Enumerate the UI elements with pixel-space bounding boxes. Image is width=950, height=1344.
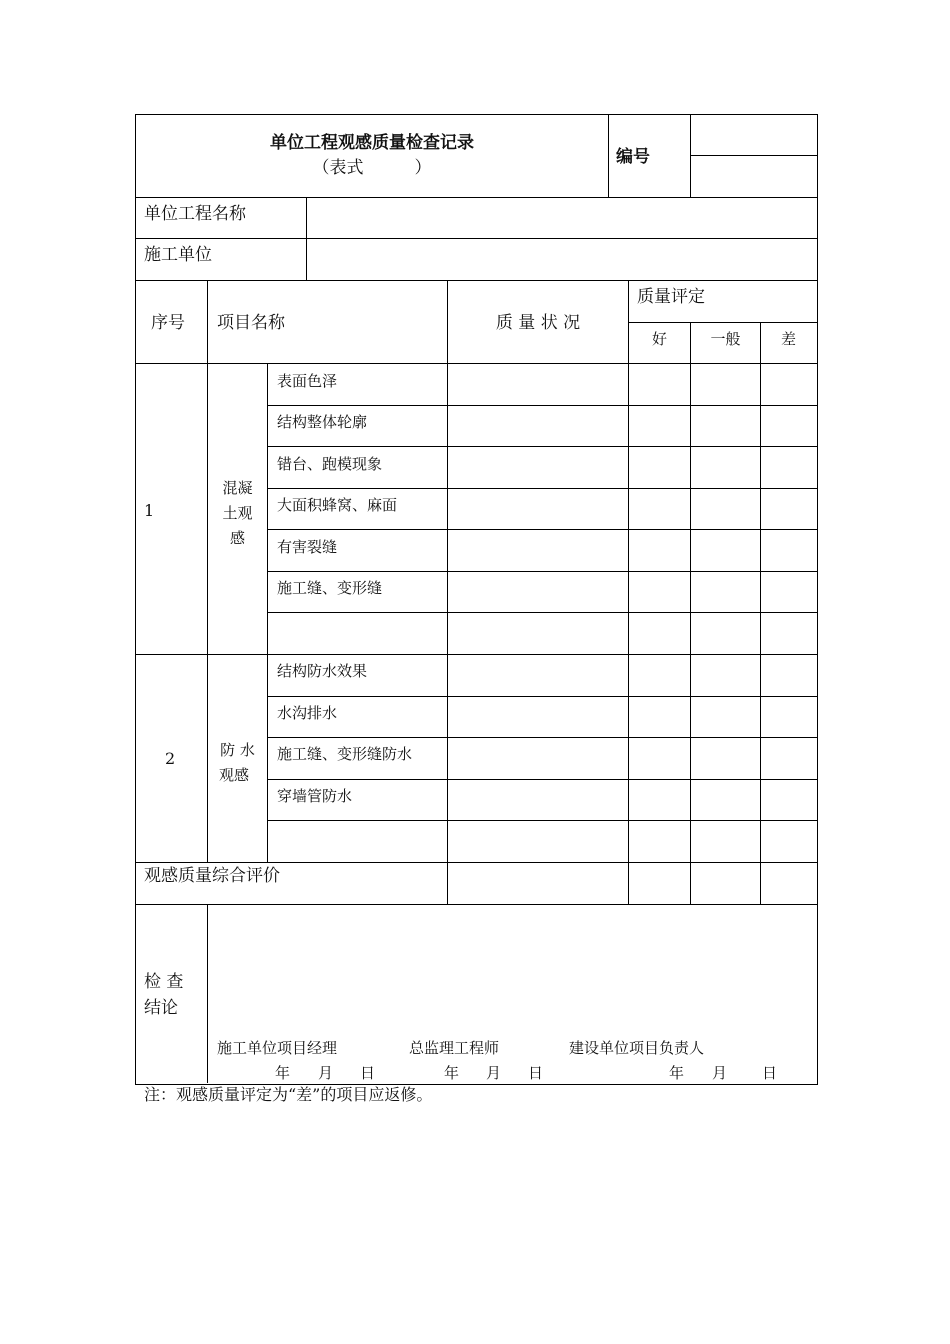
- row-divider: [135, 363, 817, 364]
- date-year: 年: [669, 1064, 685, 1082]
- col-divider: [306, 197, 307, 280]
- normal-header: 一般: [710, 330, 741, 348]
- row-divider: [628, 322, 817, 323]
- date-month: 月: [486, 1064, 502, 1082]
- inspection-item: 表面色泽: [277, 372, 338, 390]
- row-divider: [267, 820, 817, 821]
- row-divider: [267, 488, 817, 489]
- inspection-item: 水沟排水: [277, 704, 338, 722]
- row-divider: [135, 238, 817, 239]
- col-divider: [690, 322, 691, 904]
- row-divider: [267, 446, 817, 447]
- col-divider: [608, 114, 609, 197]
- code-label: 编号: [616, 147, 650, 167]
- category-label: 感: [229, 529, 245, 547]
- row-divider: [267, 696, 817, 697]
- date-month: 月: [712, 1064, 728, 1082]
- date-day: 日: [360, 1064, 376, 1082]
- row-divider: [135, 197, 817, 198]
- col-divider: [447, 280, 448, 904]
- date-year: 年: [275, 1064, 291, 1082]
- section-seq: 2: [165, 749, 176, 768]
- category-label: 混凝: [222, 479, 253, 497]
- inspection-item: 结构整体轮廓: [277, 413, 368, 431]
- date-day: 日: [762, 1064, 778, 1082]
- inspection-item: 有害裂缝: [277, 538, 338, 556]
- date-year: 年: [444, 1064, 460, 1082]
- col-divider: [207, 904, 208, 1083]
- row-divider: [135, 280, 817, 281]
- signer-label: 建设单位项目负责人: [569, 1039, 705, 1057]
- category-label: 防 水: [220, 741, 255, 759]
- category-label: 观感: [218, 766, 249, 784]
- inspection-item: 大面积蜂窝、麻面: [277, 496, 398, 514]
- form-subtitle: （表式 ）: [312, 158, 432, 178]
- inspection-item: 错台、跑模现象: [277, 455, 383, 473]
- row-divider: [267, 612, 817, 613]
- poor-header: 差: [780, 330, 796, 348]
- row-divider: [267, 779, 817, 780]
- inspection-item: 施工缝、变形缝防水: [277, 745, 413, 763]
- row-divider: [267, 737, 817, 738]
- row-divider: [135, 862, 817, 863]
- summary-label: 观感质量综合评价: [144, 866, 280, 886]
- category-label: 土观: [222, 504, 253, 522]
- row-divider: [690, 155, 817, 156]
- row-divider: [267, 405, 817, 406]
- item-header: 项目名称: [217, 313, 285, 333]
- contractor-label: 施工单位: [144, 245, 212, 265]
- record-table: [135, 114, 818, 1085]
- good-header: 好: [651, 330, 667, 348]
- inspection-item: 施工缝、变形缝: [277, 579, 383, 597]
- inspection-item: 穿墙管防水: [277, 787, 353, 805]
- form-title: 单位工程观感质量检查记录: [270, 133, 474, 153]
- project-name-label: 单位工程名称: [144, 204, 246, 224]
- col-divider: [690, 114, 691, 197]
- date-month: 月: [318, 1064, 334, 1082]
- col-divider: [760, 322, 761, 904]
- conclusion-label: 结论: [144, 998, 178, 1018]
- rating-header: 质量评定: [637, 287, 705, 307]
- seq-header: 序号: [151, 313, 185, 333]
- inspection-item: 结构防水效果: [277, 662, 368, 680]
- row-divider: [267, 529, 817, 530]
- col-divider: [267, 363, 268, 862]
- status-header: 质 量 状 况: [495, 313, 581, 333]
- signer-label: 总监理工程师: [409, 1039, 500, 1057]
- date-day: 日: [528, 1064, 544, 1082]
- row-divider: [135, 904, 817, 905]
- conclusion-label: 检 查: [144, 972, 184, 992]
- row-divider: [267, 571, 817, 572]
- signer-label: 施工单位项目经理: [217, 1039, 338, 1057]
- section-seq: 1: [144, 501, 155, 520]
- footnote: 注：观感质量评定为“差”的项目应返修。: [144, 1085, 433, 1104]
- col-divider: [628, 280, 629, 904]
- row-divider: [135, 654, 817, 655]
